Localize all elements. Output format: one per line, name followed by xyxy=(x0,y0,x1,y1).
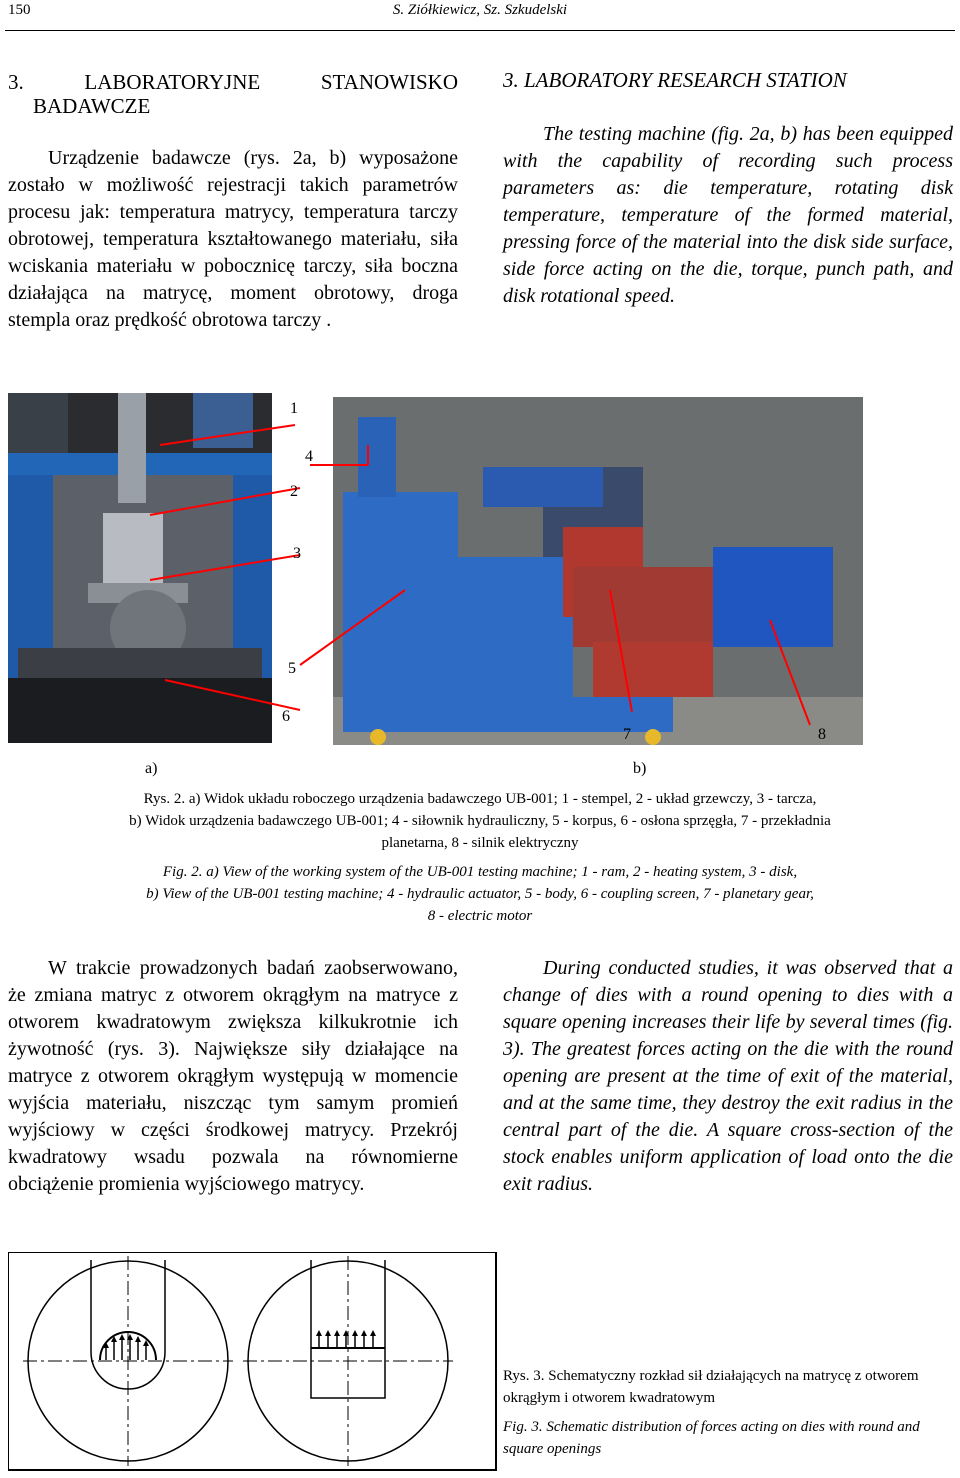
paragraph-pl-1: Urządzenie badawcze (rys. 2a, b) wyposażone zostało w możliwość rejestracji takich parametrów procesu jak: temperatura matrycy, temperatura tarczy obrotowej, temperatura kształtowanego materiału, siła wciskania materiału w pobocznicę tarczy, siła boczna działająca na matrycę, moment obrotowy, droga stempla oraz prędkość obrotowa tarczy . xyxy=(8,147,458,331)
figure-2-caption-en-1: Fig. 2. a) View of the working system of the UB-001 testing machine; 1 - ram, 2 - heating system, 3 - disk, xyxy=(162,864,798,880)
figure-3-die-schematic xyxy=(8,1252,498,1472)
paragraph-pl-2: W trakcie prowadzonych badań zaobserwowano, że zmiana matryc z otworem okrągłym na matryce z otworem kwadratowym zwiększa kilkukrotnie ich żywotność (rys. 3). Największe siły działające na matryce z otworem okrągłym występują w momencie wyjścia materiału, niszcząc tym samym promień wyjściowy w części środkowej matrycy. Przekrój kwadratowy wsadu pozwala na równomierne obciążenie promienia wyjściowego matrycy. xyxy=(8,957,458,1195)
figure-label-2: 2 xyxy=(290,483,298,500)
figure-label-6: 6 xyxy=(282,708,290,725)
paragraph-en-1: The testing machine (fig. 2a, b) has been equipped with the capability of recording such process parameters as: die temperature, rotating disk temperature, temperature of the formed material, pressing force of the material into the disk side surface, side force acting on the die, torque, punch path, and disk rotational speed. xyxy=(503,123,953,307)
figure-label-7: 7 xyxy=(623,726,631,743)
page-number: 150 xyxy=(8,2,31,18)
section-title-en: 3. LABORATORY RESEARCH STATION xyxy=(503,68,847,92)
figure-label-1: 1 xyxy=(290,400,298,417)
figure-label-8: 8 xyxy=(818,726,826,743)
subfigure-label-b: b) xyxy=(633,760,647,777)
figure-label-3: 3 xyxy=(293,545,301,562)
figure-3-caption-pl: Rys. 3. Schematyczny rozkład sił działających na matrycę z otworem okrągłym i otworem kwadratowym xyxy=(503,1368,919,1406)
figure-2-caption-pl-3: planetarna, 8 - silnik elektryczny xyxy=(381,835,579,851)
running-header-authors: S. Ziółkiewicz, Sz. Szkudelski xyxy=(392,2,568,18)
subfigure-label-a: a) xyxy=(145,760,158,777)
section-title-pl: 3. LABORATORYJNE STANOWISKO xyxy=(8,70,458,94)
figure-label-4: 4 xyxy=(305,448,313,465)
figure-2-caption-en-2: b) View of the UB-001 testing machine; 4 - hydraulic actuator, 5 - body, 6 - coupling screen, 7 - planetary gear, xyxy=(146,886,814,902)
figure-label-5: 5 xyxy=(288,660,296,677)
section-title-pl-line2: BADAWCZE xyxy=(33,94,151,118)
figure-2-caption-en-3: 8 - electric motor xyxy=(427,908,533,924)
figure-2-caption-pl-2: b) Widok urządzenia badawczego UB-001; 4 - siłownik hydrauliczny, 5 - korpus, 6 - osłona sprzęgła, 7 - przekładnia xyxy=(129,813,831,829)
figure-3-caption-en: Fig. 3. Schematic distribution of forces acting on dies with round and square openings xyxy=(503,1419,920,1457)
paragraph-en-2: During conducted studies, it was observed that a change of dies with a round opening to dies with a square opening increases their life by several times (fig. 3). The greatest forces acting on the die with the round opening are present at the time of exit of the material, and at the same time, they destroy the exit radius in the central part of the die. A square cross-section of the stock enables uniform application of load onto the die exit radius. xyxy=(503,957,953,1195)
figure-2-caption-pl-1: Rys. 2. a) Widok układu roboczego urządzenia badawczego UB-001; 1 - stempel, 2 - układ grzewczy, 3 - tarcza, xyxy=(143,791,817,807)
